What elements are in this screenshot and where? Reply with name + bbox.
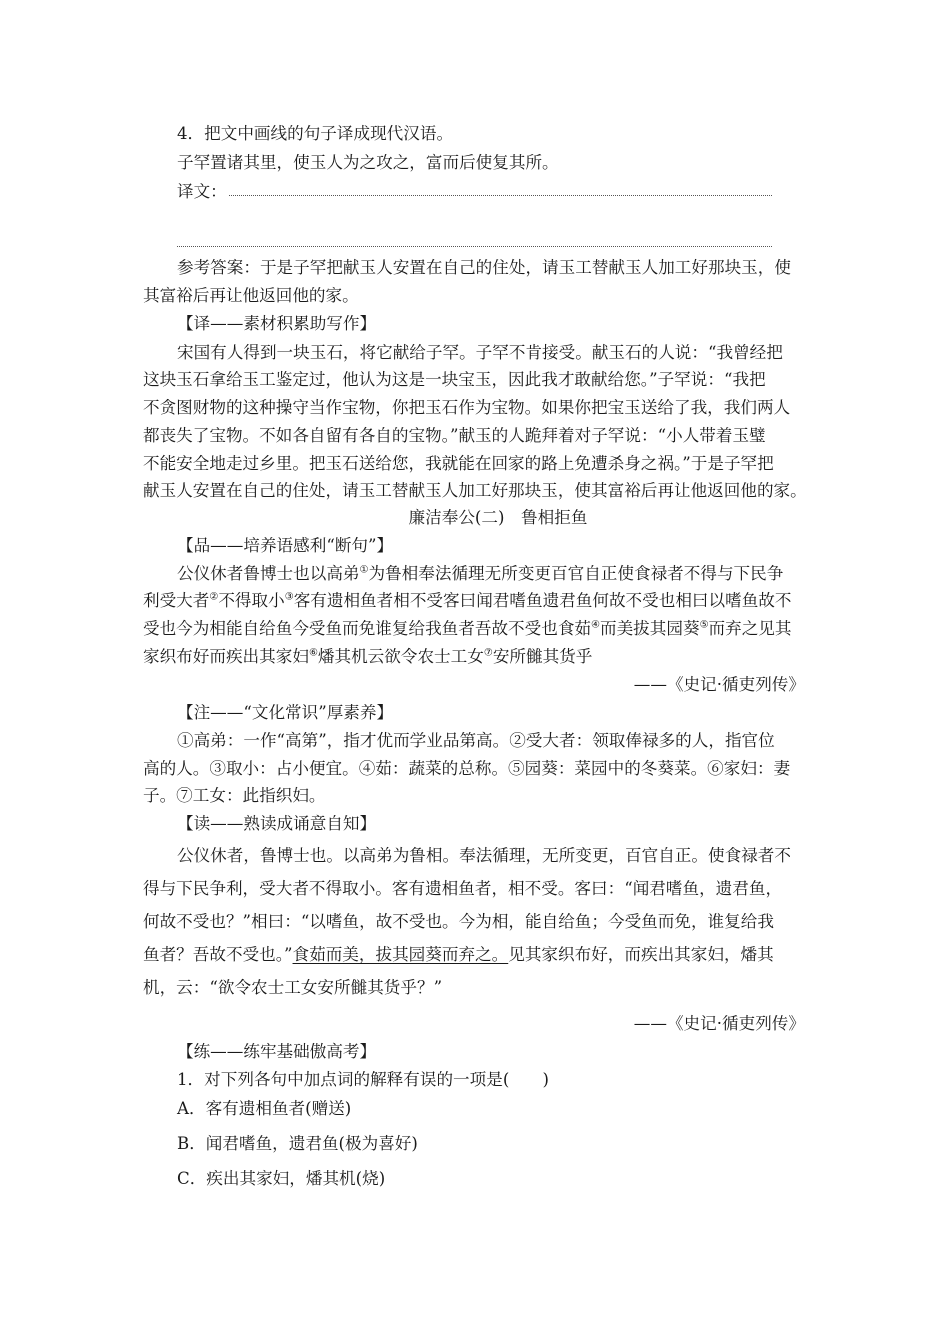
pin-line-2 — [143, 591, 792, 611]
reference-answer-line-1: 参考答案：于是子罕把献玉人安置在自己的住处，请玉工替献玉人加工好那块玉，使 — [177, 258, 791, 277]
question-4-sentence: 子罕置诸其里，使玉人为之攻之，富而后使复其所。 — [177, 153, 559, 172]
notes-line: 子。⑦工女：此指织妇。 — [143, 786, 326, 805]
read-line-1: 公仪休者，鲁博士也。以高弟为鲁相。奉法循理，无所变更，百官自正。使食禄者不 — [177, 846, 791, 865]
footnote-marker: ③ — [284, 591, 294, 603]
pin-text: 客有遗相鱼者相不受客曰闻君嗜鱼遗君鱼何故不受也相曰以嗜鱼故不 — [293, 591, 792, 610]
pin-text: 受也今为相能自给鱼今受鱼而免谁复给我鱼者吾故不受也食茹 — [143, 619, 592, 638]
answer-blank-line-2 — [177, 246, 772, 247]
notes-line: 高的人。③取小：占小便宜。④茹：蔬菜的总称。⑤园葵：菜园中的冬葵菜。⑥家妇：妻 — [143, 759, 791, 778]
translation-line: 宋国有人得到一块玉石，将它献给子罕。子罕不肯接受。献玉石的人说：“我曾经把 — [177, 343, 783, 362]
translation-line: 这块玉石拿给玉工鉴定过，他认为这是一块宝玉，因此我才敢献给您。”子罕说：“我把 — [143, 370, 766, 389]
pin-line-4 — [143, 647, 592, 667]
question-1: 1．对下列各句中加点词的解释有误的一项是( ) — [177, 1070, 549, 1089]
footnote-marker: ① — [359, 564, 369, 576]
pin-text: 为鲁相奉法循理无所变更百官自正使食禄者不得与下民争 — [368, 564, 784, 583]
pin-text: 燔其机云欲令农士工女 — [317, 647, 484, 666]
read-text: 鱼者？吾故不受也。” — [143, 945, 293, 964]
pin-text: 安所雠其货乎 — [492, 647, 593, 666]
pin-text: 家织布好而疾出其家妇 — [143, 647, 309, 666]
read-source: ——《史记·循吏列传》 — [633, 1014, 805, 1033]
pin-text: 而弃之见其 — [708, 619, 792, 638]
pin-line-1 — [177, 564, 783, 584]
translation-line: 献玉人安置在自己的住处，请玉工替献玉人加工好那块玉，使其富裕后再让他返回他的家。 — [143, 481, 807, 500]
pin-text: 而美拔其园葵 — [600, 619, 700, 638]
translation-label: 译文： — [177, 182, 227, 201]
read-line-5: 机，云：“欲令农士工女安所雠其货乎？” — [143, 978, 443, 997]
section-title: 廉洁奉公(二) 鲁相拒鱼 — [408, 508, 588, 527]
read-line-4 — [143, 945, 774, 965]
pin-source: ——《史记·循吏列传》 — [633, 675, 805, 694]
option-a: A．客有遗相鱼者(赠送) — [177, 1099, 352, 1118]
read-heading: 【读——熟读成诵意自知】 — [177, 814, 377, 833]
question-4-prompt: 4．把文中画线的句子译成现代汉语。 — [177, 124, 454, 143]
reference-answer-line-2: 其富裕后再让他返回他的家。 — [143, 286, 359, 305]
pin-text: 公仪休者鲁博士也以高弟 — [177, 564, 360, 583]
footnote-marker: ⑥ — [308, 647, 318, 659]
pin-heading: 【品——培养语感利“断句”】 — [177, 536, 394, 555]
translation-line: 不能安全地走过乡里。把玉石送给您，我就能在回家的路上免遭杀身之祸。”于是子罕把 — [143, 454, 774, 473]
pin-line-3 — [143, 619, 792, 639]
option-b: B．闻君嗜鱼，遗君鱼(极为喜好) — [177, 1134, 418, 1153]
pin-text: 不得取小 — [218, 591, 285, 610]
translation-line: 都丧失了宝物。不如各自留有各自的宝物。”献玉的人跪拜着对子罕说：“小人带着玉璧 — [143, 426, 766, 445]
read-line-2: 得与下民争利，受大者不得取小。客有遗相鱼者，相不受。客曰：“闻君嗜鱼，遗君鱼， — [143, 879, 783, 898]
read-line-3: 何故不受也？”相曰：“以嗜鱼，故不受也。今为相，能自给鱼；今受鱼而免，谁复给我 — [143, 912, 774, 931]
footnote-marker: ⑤ — [699, 619, 709, 631]
footnote-marker: ⑦ — [483, 647, 493, 659]
translation-heading: 【译——素材积累助写作】 — [177, 314, 377, 333]
footnote-marker: ④ — [591, 619, 600, 631]
read-text: 见其家织布好，而疾出其家妇，燔其 — [508, 945, 774, 964]
answer-blank-line-1 — [229, 195, 772, 196]
pin-text: 利受大者 — [143, 591, 210, 610]
footnote-marker: ② — [209, 591, 219, 603]
translation-line: 不贪图财物的这种操守当作宝物，你把玉石作为宝物。如果你把宝玉送给了我，我们两人 — [143, 398, 791, 417]
notes-line: ①高弟：一作“高第”，指才优而学业品第高。②受大者：领取俸禄多的人，指官位 — [177, 731, 775, 750]
practice-heading: 【练——练牢基础傲高考】 — [177, 1042, 377, 1061]
underlined-sentence: 食茹而美，拔其园葵而弃之。 — [292, 945, 509, 964]
notes-heading: 【注——“文化常识”厚素养】 — [177, 703, 394, 722]
option-c: C．疾出其家妇，燔其机(烧) — [177, 1169, 386, 1188]
